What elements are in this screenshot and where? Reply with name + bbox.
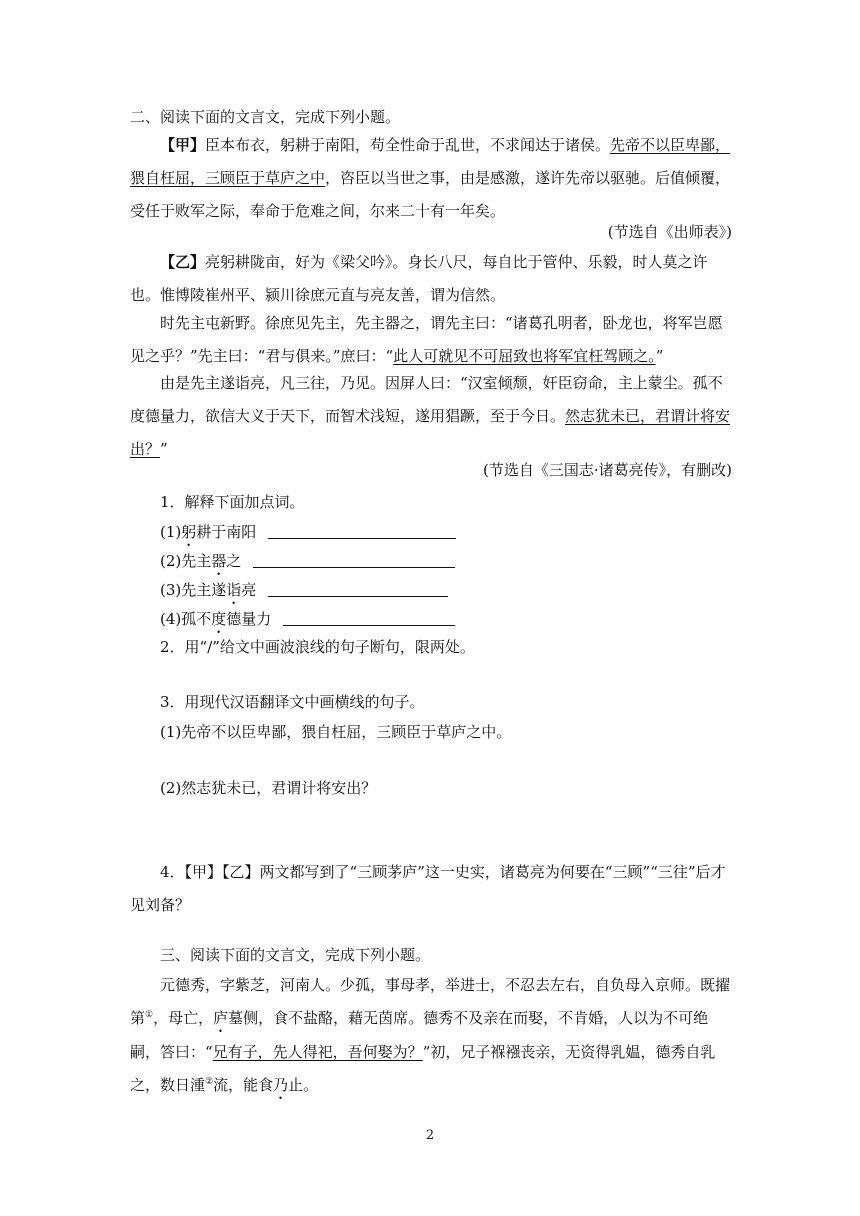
q1-item-2-blank[interactable]	[253, 551, 455, 568]
passage-3-text-1: 元德秀，字紫芝，河南人。少孤，事母孝，举进士，不忍去左右，自负母入京师。既擢第	[130, 976, 731, 1027]
passage-jia-mark: 【甲】	[160, 136, 206, 154]
q1-item-1-post: 耕于南阳	[196, 523, 257, 541]
q3-sentence-1: (1)先帝不以臣卑鄙，猥自枉屈，三顾臣于草庐之中。	[160, 723, 512, 741]
q4-title: 4．【甲】【乙】两文都写到了“三顾茅庐”这一史实，诸葛亮为何要在“三顾”“三往”后才见刘备？	[130, 863, 726, 914]
passage-jia-source: (节选自《出师表》)	[607, 223, 732, 241]
q1-item-4-pre: (4)孤不	[160, 610, 212, 628]
section2-heading: 二、阅读下面的文言文，完成下列小题。	[130, 108, 401, 126]
passage-yi-text-2-end: ”	[655, 347, 664, 365]
q1-item-4-dot: 度	[211, 610, 227, 628]
passage-3-text-6: 止。	[288, 1076, 319, 1094]
passage-jia-underlined: 先帝不以臣卑鄙，猥自枉屈，三顾臣于草庐之中	[130, 136, 731, 187]
q1-item-1-dot: 躬	[181, 523, 197, 541]
passage-yi-source: (节选自《三国志·诸葛亮传》，有删改)	[483, 461, 732, 479]
q1-item-2-pre: (2)先主	[160, 552, 212, 570]
passage-yi-p3	[130, 367, 732, 466]
passage-yi-underlined: 然志犹未已，君谓计将安出？	[130, 407, 731, 458]
passage-jia-text-2: ，咨臣以当世之事，由是感激，遂许先帝以驱驰。后值倾覆，受任于败军之际，奉命于危难之间，尔来二十有一年矣。	[130, 169, 731, 220]
footnote-ref-2: ②	[205, 1077, 214, 1087]
section3-heading: 三、阅读下面的文言文，完成下列小题。	[160, 946, 431, 964]
passage-3-dot-2: 乃	[273, 1076, 289, 1094]
q1-item-3-post: 亮	[241, 581, 257, 599]
passage-3-text-3: 墓侧，食不盐酪，藉无茵席。德秀不及亲在而娶，不肯婚，人以为不可绝嗣，答曰：“	[130, 1009, 709, 1061]
footnote-ref-1: ①	[145, 1010, 154, 1020]
q1-item-4-blank[interactable]	[283, 609, 455, 626]
q2-title: 2．用“/”给文中画波浪线的句子断句，限两处。	[160, 638, 475, 656]
passage-3-text-5: 流，能食	[213, 1076, 274, 1094]
q1-item-4-post: 德量力	[226, 610, 272, 628]
passage-yi-mark: 【乙】	[160, 253, 206, 271]
passage-3-underlined: 兄有子，先人得祀，吾何娶为？	[212, 1043, 423, 1061]
passage-yi-wavy: 此人可就见不可屈致也将军宜枉驾顾之。	[393, 347, 656, 365]
q1-item-2-post: 之	[226, 552, 242, 570]
q1-item-1-pre: (1)	[160, 523, 182, 541]
passage-3-dot-1: 庐	[213, 1009, 229, 1027]
passage-yi-text-3: 由是先主遂诣亮，凡三往，乃见。因屏人曰：“汉室倾颓，奸臣窃命，主上蒙尘。孤不度德量力，欲信大义于天下，而智术浅短，遂用猖蹶，至于今日。	[130, 374, 723, 425]
q3-title: 3．用现代汉语翻译文中画横线的句子。	[160, 693, 425, 711]
passage-3-text-4: ”初，兄子褓襁丧亲，无资得乳媪，德秀自乳之，数日湩	[130, 1043, 716, 1094]
q1-item-2-dot: 器	[211, 552, 227, 570]
passage-3-text-2: ，母亡，	[153, 1009, 214, 1027]
passage-yi-text-2: 时先主屯新野。徐庶见先主，先主器之，谓先主曰：“诸葛孔明者，卧龙也，将军岂愿见之乎？”先主曰：“君与俱来。”庶曰：“	[130, 314, 723, 365]
passage-yi-p2	[130, 307, 732, 373]
q1-title: 1．解释下面加点词。	[160, 493, 305, 511]
q1-item-3-pre: (3)先主遂	[160, 581, 227, 599]
q1-item-3-blank[interactable]	[268, 580, 448, 597]
passage-yi-text-3-end: ”	[160, 440, 168, 458]
page-number: 2	[425, 1128, 435, 1143]
passage-yi-p1	[130, 246, 732, 312]
passage-yi-text-1: 亮躬耕陇亩，好为《梁父吟》。身长八尺，每自比于管仲、乐毅，时人莫之许也。惟博陵崔州平、颍川徐庶元直与亮友善，谓为信然。	[130, 253, 708, 304]
passage-3	[130, 969, 732, 1103]
q3-sentence-2: (2)然志犹未已，君谓计将安出？	[160, 779, 377, 797]
passage-jia	[130, 129, 732, 228]
q1-item-1-blank[interactable]	[268, 522, 456, 539]
q1-item-3-dot: 诣	[226, 581, 242, 599]
passage-jia-text-1: 臣本布衣，躬耕于南阳，苟全性命于乱世，不求闻达于诸侯。	[205, 136, 611, 154]
